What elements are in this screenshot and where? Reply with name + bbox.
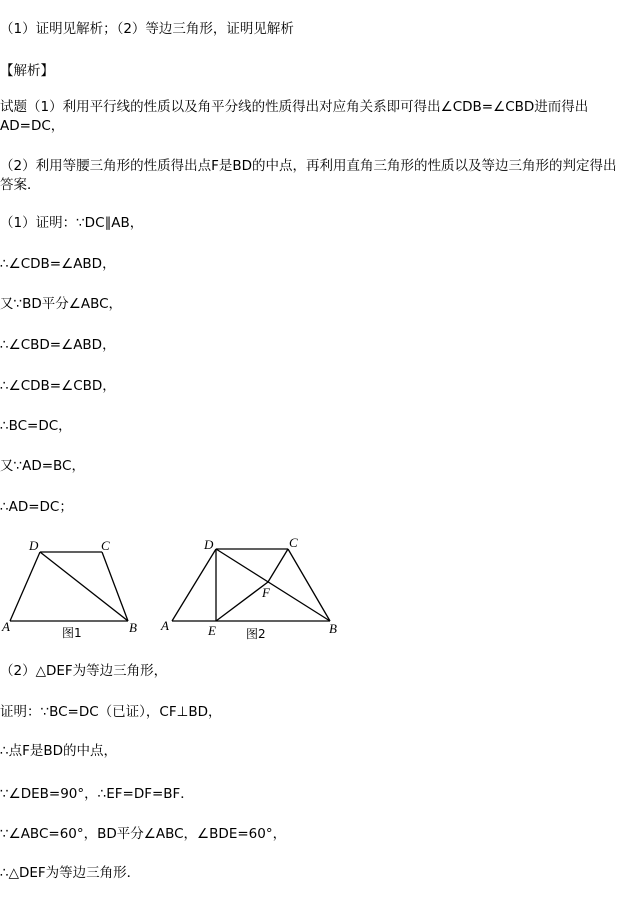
proof2-line-1: （2）△DEF为等边三角形，	[0, 663, 168, 679]
proof2-line-6: ∴△DEF为等边三角形．	[0, 865, 141, 881]
fig2-segment-cf	[268, 549, 288, 582]
fig2-label-c: C	[289, 535, 298, 550]
proof2-line-3: ∴点F是BD的中点，	[0, 743, 118, 759]
analysis-hint-1: 试题（1）利用平行线的性质以及角平分线的性质得出对应角关系即可得出∠CDB=∠CBD进而得出AD=DC，	[0, 99, 589, 134]
proof1-line-1: （1）证明：∵DC∥AB，	[0, 215, 144, 231]
analysis-heading: 【解析】	[0, 63, 54, 79]
fig2-segment-cb	[288, 549, 330, 621]
fig1-label-b: B	[129, 620, 137, 635]
proof1-line-5: ∴∠CDB=∠CBD，	[0, 378, 116, 394]
geometry-figures	[0, 535, 630, 645]
proof2-line-2: 证明：∵BC=DC（已证），CF⊥BD，	[0, 704, 222, 720]
fig2-label-a: A	[161, 618, 169, 633]
proof2-line-5: ∵∠ABC=60°，BD平分∠ABC，∠BDE=60°，	[0, 826, 287, 842]
fig2-label-e: E	[208, 623, 216, 638]
fig2-label-d: D	[204, 537, 214, 552]
fig1-label-d: D	[29, 538, 39, 553]
proof1-line-2: ∴∠CDB=∠ABD，	[0, 256, 116, 272]
fig2-label-b: B	[329, 621, 337, 636]
fig1-label-a: A	[2, 619, 10, 634]
proof2-line-4: ∵∠DEB=90°，∴EF=DF=BF．	[0, 786, 194, 802]
fig2-segment-ad	[172, 549, 216, 621]
proof1-line-6: ∴BC=DC，	[0, 418, 72, 434]
fig2-segment-ef	[216, 582, 268, 621]
figure-1-trapezoid	[10, 552, 128, 621]
fig1-caption: 图1	[62, 626, 82, 640]
proof1-line-3: 又∵BD平分∠ABC，	[0, 296, 123, 312]
fig2-caption: 图2	[246, 627, 266, 641]
fig1-segment-ad	[10, 552, 40, 621]
fig2-label-f: F	[262, 585, 270, 600]
proof1-line-7: 又∵AD=BC，	[0, 458, 85, 474]
answer-line: （1）证明见解析；（2）等边三角形，证明见解析	[0, 21, 294, 37]
fig2-segment-db	[216, 549, 330, 621]
fig1-label-c: C	[101, 538, 110, 553]
analysis-hint-2: （2）利用等腰三角形的性质得出点F是BD的中点，再利用直角三角形的性质以及等边三角形的判定得出答案．	[0, 158, 617, 193]
proof1-line-8: ∴AD=DC；	[0, 499, 73, 515]
proof1-line-4: ∴∠CBD=∠ABD，	[0, 337, 116, 353]
figure-2-trapezoid	[172, 549, 330, 621]
